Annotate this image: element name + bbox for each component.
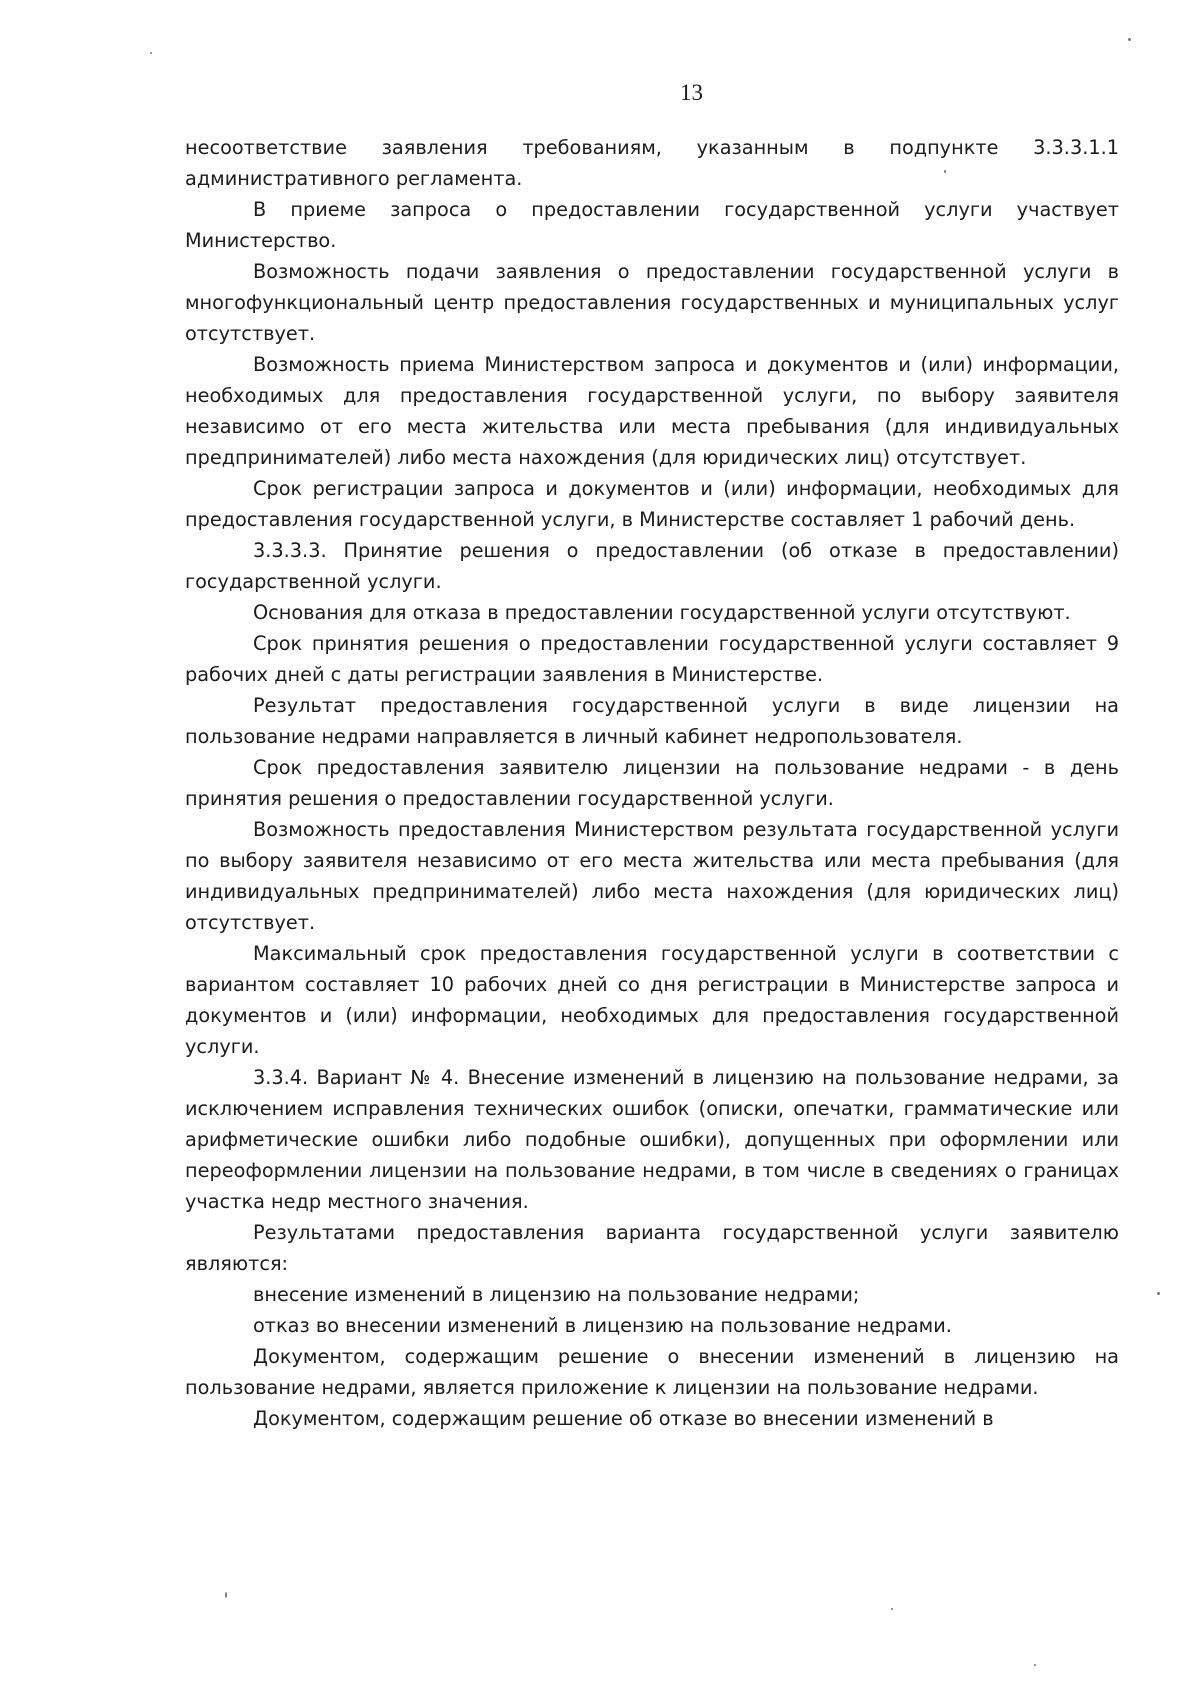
paragraph: внесение изменений в лицензию на пользование недрами; bbox=[253, 1283, 860, 1306]
paragraph: Результат предоставления государственной услуги в виде лицензии на пользование недрами направляется в личный кабинет недропользователя. bbox=[185, 694, 1119, 748]
paragraph: Документом, содержащим решение об отказе во внесении изменений в bbox=[253, 1407, 994, 1430]
scan-speck bbox=[1157, 1292, 1160, 1295]
paragraph: Срок предоставления заявителю лицензии на пользование недрами - в день принятия решения о предоставлении государственной услуги. bbox=[185, 756, 1119, 810]
paragraph: Основания для отказа в предоставлении государственной услуги отсутствуют. bbox=[253, 601, 1071, 624]
page-number: 13 bbox=[680, 80, 703, 105]
paragraph: Документом, содержащим решение о внесении изменений в лицензию на пользование недрами, является приложение к лицензии на пользование недрами. bbox=[185, 1345, 1119, 1399]
paragraph: Срок принятия решения о предоставлении государственной услуги составляет 9 рабочих дней с даты регистрации заявления в Министерстве. bbox=[185, 632, 1119, 686]
scan-speck bbox=[1034, 1664, 1036, 1666]
paragraph: отказ во внесении изменений в лицензию на пользование недрами. bbox=[253, 1314, 952, 1337]
scan-speck bbox=[1128, 38, 1131, 41]
scan-speck bbox=[891, 1608, 893, 1610]
document-body bbox=[185, 132, 1119, 1434]
scan-speck bbox=[150, 52, 152, 54]
scan-speck bbox=[225, 1592, 227, 1598]
paragraph: Возможность предоставления Министерством результата государственной услуги по выбору заявителя независимо от его места жительства или места пребывания (для индивидуальных предпринимателей) либо места нахождения (для юридических лиц) отсутствует. bbox=[185, 818, 1119, 934]
paragraph: Возможность подачи заявления о предоставлении государственной услуги в многофункциональный центр предоставления государственных и муниципальных услуг отсутствует. bbox=[185, 260, 1119, 345]
scan-speck bbox=[944, 170, 946, 173]
paragraph: несоответствие заявления требованиям, указанным в подпункте 3.3.3.1.1 административного регламента. bbox=[185, 136, 1119, 190]
paragraph: В приеме запроса о предоставлении государственной услуги участвует Министерство. bbox=[185, 198, 1119, 252]
paragraph: Результатами предоставления варианта государственной услуги заявителю являются: bbox=[185, 1221, 1119, 1275]
paragraph: 3.3.4. Вариант № 4. Внесение изменений в лицензию на пользование недрами, за исключением исправления технических ошибок (описки, опечатки, грамматические или арифметические ошибки либо подобные ошибки), допущенных при оформлении или переоформлении лицензии на пользование недрами, в том числе в сведениях о границах участка недр местного значения. bbox=[185, 1066, 1119, 1213]
paragraph: Срок регистрации запроса и документов и (или) информации, необходимых для предоставления государственной услуги, в Министерстве составляет 1 рабочий день. bbox=[185, 477, 1119, 531]
paragraph: 3.3.3.3. Принятие решения о предоставлении (об отказе в предоставлении) государственной услуги. bbox=[185, 539, 1119, 593]
paragraph: Возможность приема Министерством запроса и документов и (или) информации, необходимых для предоставления государственной услуги, по выбору заявителя независимо от его места жительства или места пребывания (для индивидуальных предпринимателей) либо места нахождения (для юридических лиц) отсутствует. bbox=[185, 353, 1119, 469]
paragraph: Максимальный срок предоставления государственной услуги в соответствии с вариантом составляет 10 рабочих дней со дня регистрации в Министерстве запроса и документов и (или) информации, необходимых для предоставления государственной услуги. bbox=[185, 942, 1119, 1058]
